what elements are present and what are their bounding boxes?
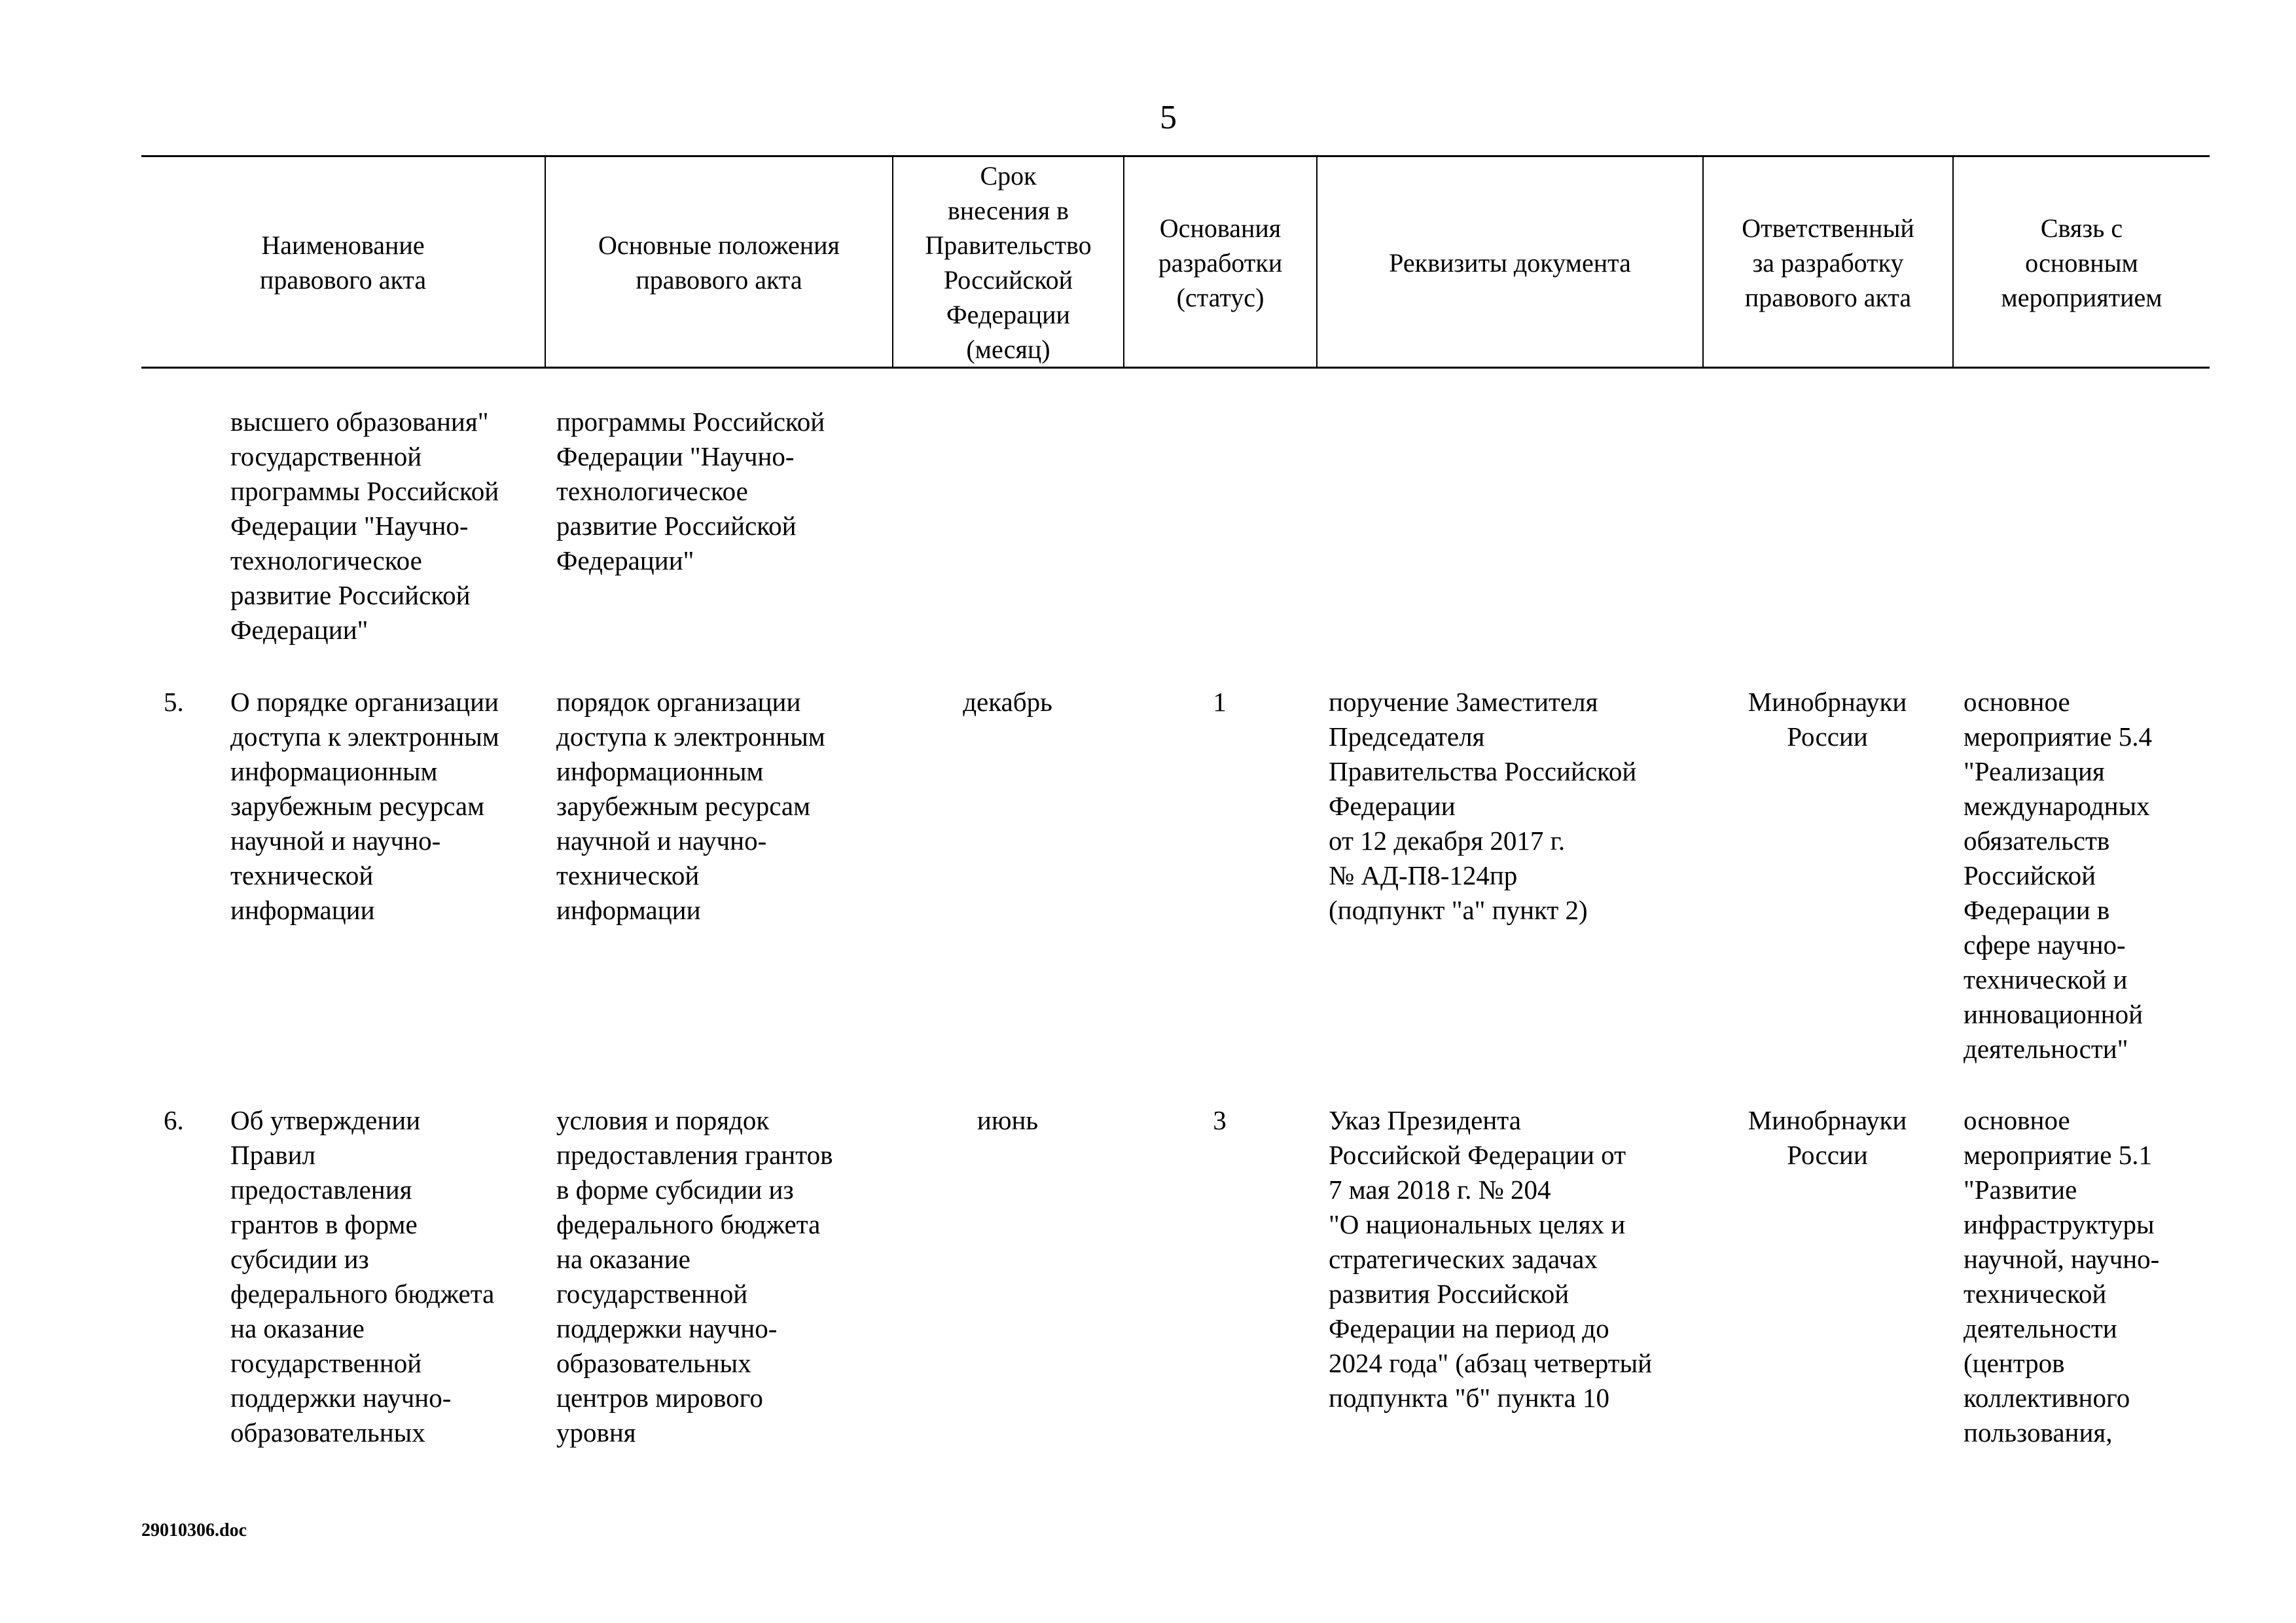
link-to-activity: основное мероприятие 5.4 "Реализация международных обязательств Российской Федерации в сфере научно- технической и инновационной деятельности"	[1964, 687, 2152, 1064]
act-provisions: условия и порядок предоставления грантов в форме субсидии из федерального бюджета на оказание государственной поддержки научно- образовательных центров мирового уровня	[556, 1105, 833, 1448]
row-number: 5.	[164, 687, 184, 717]
header-document-details: Реквизиты документа	[1389, 247, 1631, 278]
act-provisions: программы Российской Федерации "Научно- технологическое развитие Российской Федерации"	[556, 407, 825, 575]
act-name: высшего образования" государственной программы Российской Федерации "Научно- технологическое развитие Российской Федерации"	[230, 407, 499, 645]
header-link: Связь с основным мероприятием	[2001, 213, 2162, 312]
file-name-footer: 29010306.doc	[141, 1520, 247, 1541]
responsible: Минобрнауки России	[1748, 1105, 1907, 1170]
header-responsible: Ответственный за разработку правового акта	[1742, 213, 1914, 312]
deadline: декабрь	[963, 687, 1052, 717]
document-details: поручение Заместителя Председателя Правительства Российской Федерации от 12 декабря 2017 г. № АД-П8-124пр (подпункт "а" пункт 2)	[1329, 687, 1637, 925]
deadline: июнь	[977, 1105, 1039, 1135]
responsible: Минобрнауки России	[1748, 687, 1907, 752]
act-name: Об утверждении Правил предоставления грантов в форме субсидии из федерального бюджета на оказание государственной поддержки научно- образовательных	[230, 1105, 495, 1448]
basis-status: 1	[1213, 687, 1227, 717]
header-basis: Основания разработки (статус)	[1158, 213, 1283, 312]
act-name: О порядке организации доступа к электронным информационным зарубежным ресурсам научной и научно- технической информации	[230, 687, 499, 925]
link-to-activity: основное мероприятие 5.1 "Развитие инфраструктуры научной, научно- технической деятельности (центров коллективного пользования,	[1964, 1105, 2160, 1448]
row-number: 6.	[164, 1105, 184, 1135]
header-act-name: Наименование правового акта	[259, 230, 427, 295]
header-provisions: Основные положения правового акта	[598, 230, 840, 295]
header-deadline: Срок внесения в Правительство Российской Федерации (месяц)	[925, 161, 1092, 364]
document-details: Указ Президента Российской Федерации от 7 мая 2018 г. № 204 "О национальных целях и стратегических задачах развития Российской Федерации на период до 2024 года" (абзац четвертый подпункта "б" пункта 10	[1329, 1105, 1653, 1413]
page-number: 5	[1160, 99, 1177, 136]
act-provisions: порядок организации доступа к электронным информационным зарубежным ресурсам научной и научно- технической информации	[556, 687, 825, 925]
basis-status: 3	[1213, 1105, 1227, 1135]
